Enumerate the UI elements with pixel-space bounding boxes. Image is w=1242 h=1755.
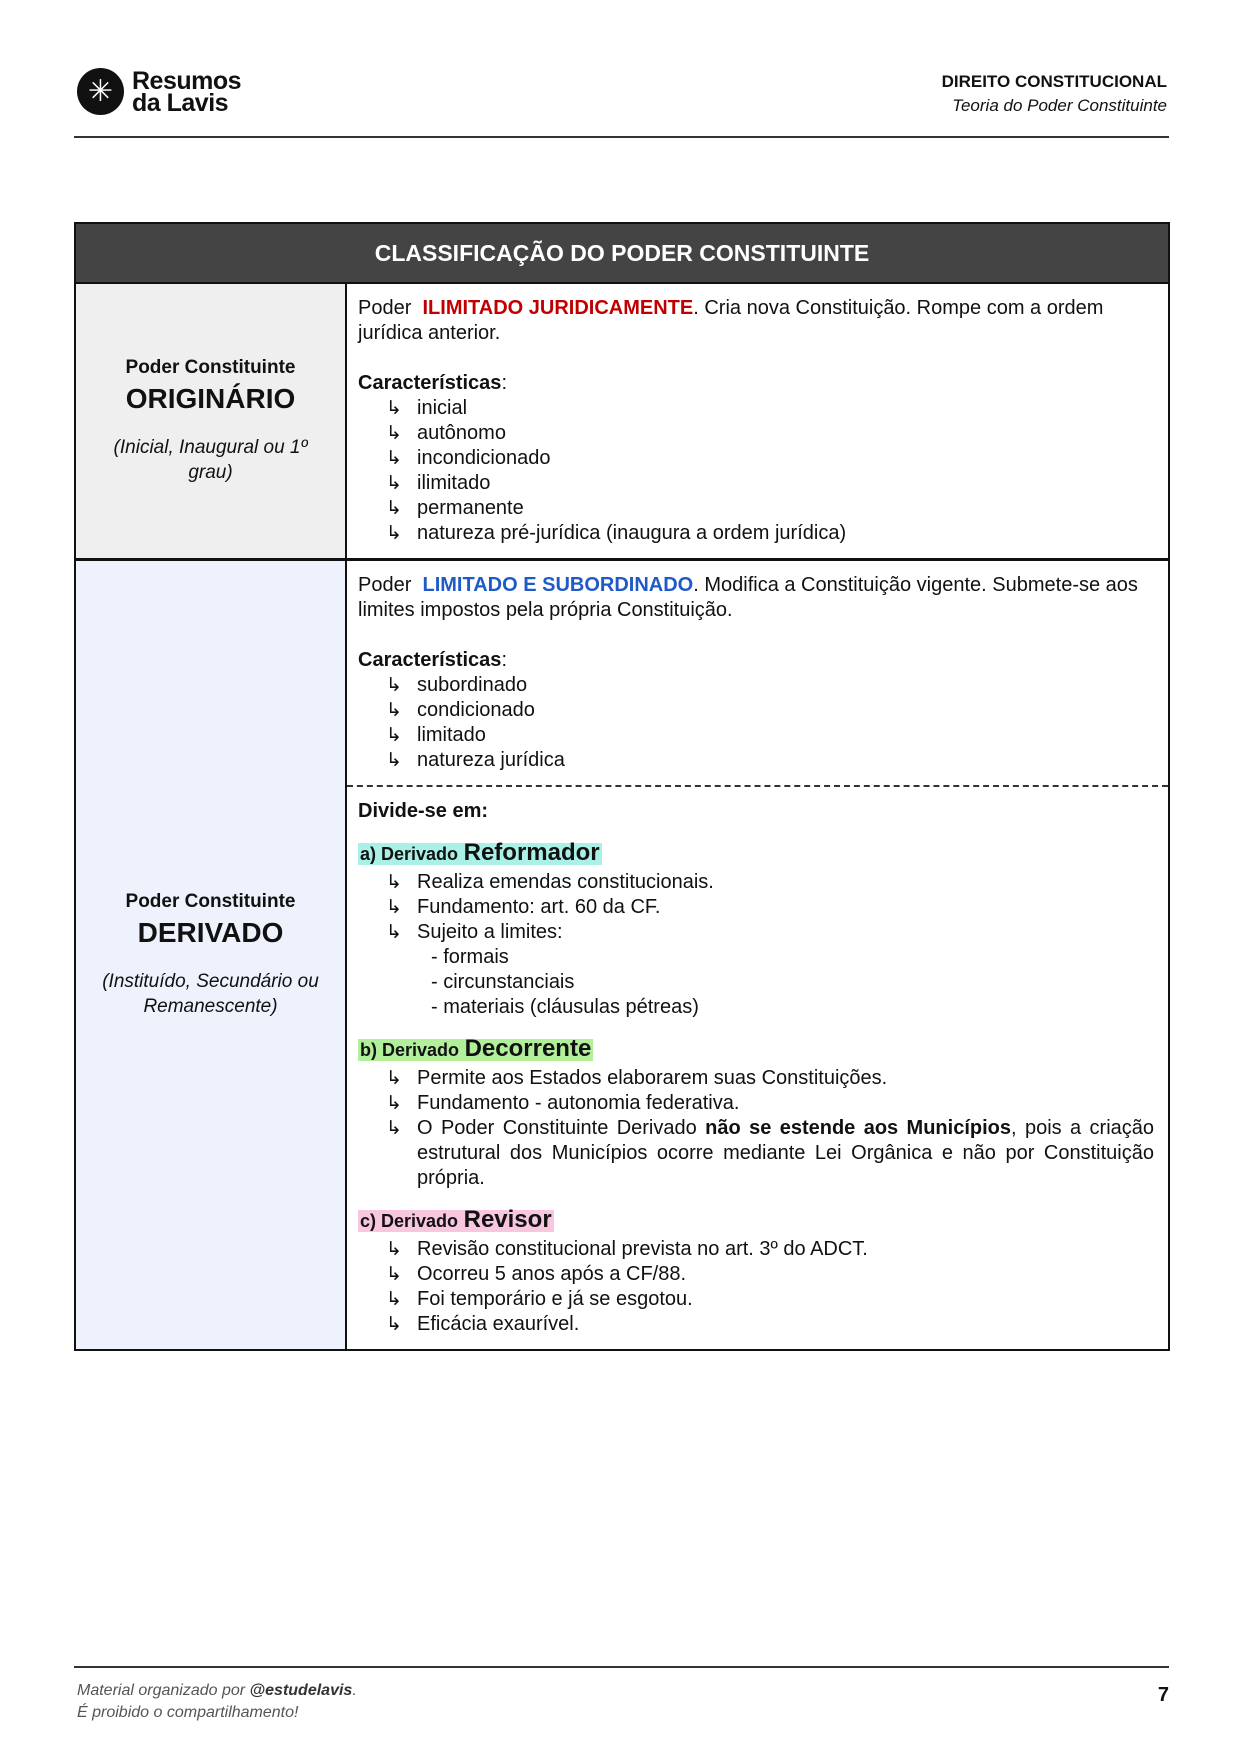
list-item [386,396,1154,421]
derivado-label-cell [76,561,347,1349]
arrow-return-icon: ↳ [386,725,402,746]
derivado-content-cell [347,561,1168,1349]
list-item-text: condicionado [417,699,535,721]
list-item [386,748,1154,773]
page-header [74,64,1169,138]
intro-prefix: Poder [358,574,412,596]
derivado-label-small: Poder Constituinte [125,891,296,912]
list-item-text: inicial [417,397,468,419]
row-originario [76,284,1168,561]
originario-label-note: (Inicial, Inaugural ou 1º grau) [113,437,308,483]
credit-line [77,1680,357,1702]
revisor-heading [358,1207,1154,1234]
arrow-return-icon: ↳ [386,1264,402,1285]
list-item [386,920,1154,945]
revisor-items [358,1237,1154,1337]
arrow-return-icon: ↳ [386,1289,402,1310]
decorrente-heading [358,1036,1154,1063]
row-derivado [76,561,1168,1349]
list-item-text: permanente [417,497,524,519]
arrow-return-icon: ↳ [386,922,402,943]
list-item-text: Fundamento: art. 60 da CF. [417,896,661,918]
arrow-return-icon: ↳ [386,473,402,494]
arrow-return-icon: ↳ [386,1314,402,1335]
list-item-bold-text: não se estende aos Municípios [705,1117,1011,1139]
header-info [942,72,1167,116]
page-number: 7 [1157,1684,1169,1706]
characteristics-heading [358,648,1154,673]
decorrente-prefix: b) Derivado [360,1040,460,1060]
list-item [386,521,1154,546]
list-item [386,421,1154,446]
divisions-section [347,785,1168,1349]
arrow-return-icon: ↳ [386,675,402,696]
intro-prefix: Poder [358,297,412,319]
list-item-text: Realiza emendas constitucionais. [417,871,714,893]
divide-heading: Divide-se em: [358,800,489,822]
decorrente-items [358,1066,1154,1191]
intro-rest: . Cria nova Constituição. Rompe com a ordem jurídica anterior. [358,297,1104,344]
list-item [386,895,1154,920]
characteristics-label: Características [358,372,502,394]
list-item [386,1091,1154,1116]
originario-characteristics [358,396,1154,546]
list-item [386,1262,1154,1287]
list-item [386,496,1154,521]
list-item-text: Fundamento - autonomia federativa. [417,1092,740,1114]
list-item [386,471,1154,496]
intro-rest: . Modifica a Constituição vigente. Submete-se aos limites impostos pela própria Constituição. [358,574,1138,621]
arrow-return-icon: ↳ [386,700,402,721]
revisor-prefix: c) Derivado [360,1211,459,1231]
logo-line-2: da Lavis [132,88,229,117]
characteristics-colon: : [501,649,507,671]
characteristics-colon: : [501,372,507,394]
list-item-text: Ocorreu 5 anos após a CF/88. [417,1263,687,1285]
reformador-prefix: a) Derivado [360,844,459,864]
arrow-return-icon: ↳ [386,1239,402,1260]
page-footer [74,1666,1169,1721]
revisor-tag [358,1206,554,1233]
logo-line-1: Resumos [132,66,242,95]
list-item-text: incondicionado [417,447,551,469]
limit-item: - circunstanciais [431,971,575,993]
list-item [386,870,1154,895]
derivado-label-note: (Instituído, Secundário ou Remanescente) [102,971,319,1017]
list-item-text: Sujeito a limites: [417,921,563,943]
list-item-text: Foi temporário e já se esgotou. [417,1288,693,1310]
arrow-return-icon: ↳ [386,1118,402,1139]
asterisk-logo-icon: ✳ [77,68,124,115]
reformador-heading [358,840,1154,867]
list-item-text: ilimitado [417,472,491,494]
arrow-return-icon: ↳ [386,523,402,544]
arrow-return-icon: ↳ [386,398,402,419]
list-item-text: natureza jurídica [417,749,565,771]
list-item-text: subordinado [417,674,528,696]
arrow-return-icon: ↳ [386,1068,402,1089]
share-notice: É proibido o compartilhamento! [77,1704,299,1721]
limit-item: - formais [431,946,509,968]
arrow-return-icon: ↳ [386,750,402,771]
derivado-intro [358,573,1154,623]
reformador-limits [358,945,1154,1020]
arrow-return-icon: ↳ [386,872,402,893]
decorrente-name: Decorrente [464,1035,592,1062]
table-title: CLASSIFICAÇÃO DO PODER CONSTITUINTE [76,224,1168,284]
list-item-text: Eficácia exaurível. [417,1313,580,1335]
reformador-name: Reformador [463,839,600,866]
arrow-return-icon: ↳ [386,498,402,519]
topic-subtitle: Teoria do Poder Constituinte [952,96,1167,115]
credit-handle: @estudelavis [249,1682,353,1699]
list-item-text: , pois a criação estrutural dos Municípios ocorre mediante Lei Orgânica e não por Constituição própria. [417,1117,1155,1189]
list-item-text: Revisão constitucional prevista no art. 3º do ADCT. [417,1238,868,1260]
derivado-characteristics [358,673,1154,773]
derivado-highlight: LIMITADO E SUBORDINADO [422,574,694,596]
reformador-tag [358,839,602,866]
list-item [386,1287,1154,1312]
list-item [386,1237,1154,1262]
list-item-text: natureza pré-jurídica (inaugura a ordem jurídica) [417,522,847,544]
originario-label-cell [76,284,347,558]
originario-intro [358,296,1154,346]
list-item [386,698,1154,723]
derivado-label-big: DERIVADO [137,917,284,948]
arrow-return-icon: ↳ [386,1093,402,1114]
list-item [386,723,1154,748]
classification-table [74,222,1170,1351]
characteristics-label: Características [358,649,502,671]
limit-item: - materiais (cláusulas pétreas) [431,996,699,1018]
list-item [386,673,1154,698]
list-item [386,1116,1154,1191]
list-item-text: autônomo [417,422,506,444]
characteristics-heading [358,371,1154,396]
list-item-text: Permite aos Estados elaborarem suas Constituições. [417,1067,888,1089]
list-item-text: limitado [417,724,486,746]
list-item [386,1312,1154,1337]
list-item [386,446,1154,471]
arrow-return-icon: ↳ [386,423,402,444]
originario-highlight: ILIMITADO JURIDICAMENTE [422,297,694,319]
originario-label-big: ORIGINÁRIO [125,383,296,414]
originario-content-cell [347,284,1168,558]
credit-prefix: Material organizado por [77,1682,246,1699]
credit-suffix: . [352,1682,357,1699]
revisor-name: Revisor [463,1206,552,1233]
arrow-return-icon: ↳ [386,448,402,469]
list-item [386,1066,1154,1091]
footer-credit [77,1680,357,1724]
subject-title: DIREITO CONSTITUCIONAL [941,72,1167,91]
logo-text [132,66,242,117]
decorrente-tag [358,1035,593,1062]
logo [77,68,241,115]
originario-label-small: Poder Constituinte [125,357,296,378]
reformador-items [358,870,1154,945]
arrow-return-icon: ↳ [386,897,402,918]
list-item-text: O Poder Constituinte Derivado [417,1117,697,1139]
